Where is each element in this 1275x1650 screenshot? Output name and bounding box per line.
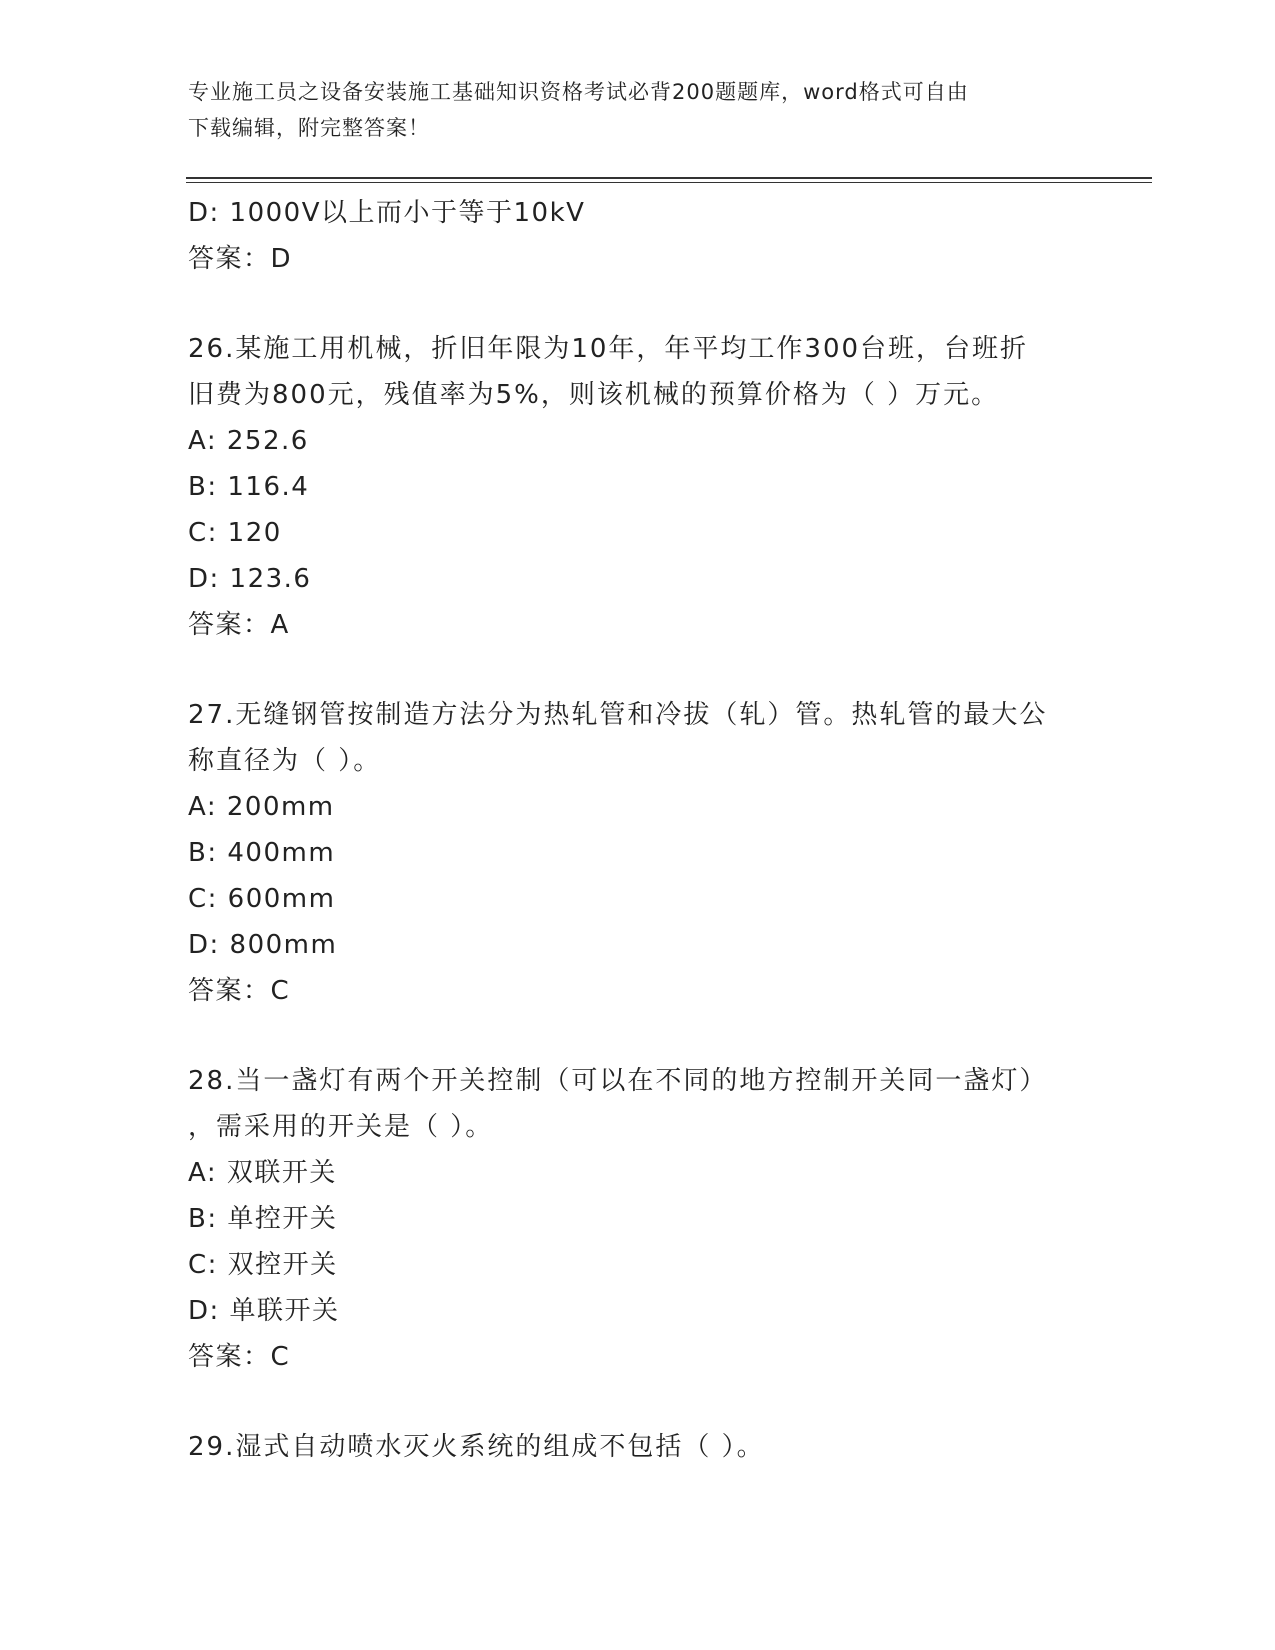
header-divider-thin xyxy=(186,182,1152,183)
option-a: A: 双联开关 xyxy=(188,1158,337,1188)
header-line-2: 下载编辑，附完整答案！ xyxy=(188,116,430,140)
question-stem-line-1: 27.无缝钢管按制造方法分为热轧管和冷拔（轧）管。热轧管的最大公 xyxy=(188,700,1048,730)
answer: 答案：D xyxy=(188,244,293,274)
document-body xyxy=(188,190,1088,1470)
answer: 答案：A xyxy=(188,610,290,640)
option-b: B: 单控开关 xyxy=(188,1204,338,1234)
option-d: D: 单联开关 xyxy=(188,1296,340,1326)
option-d: D: 800mm xyxy=(188,930,338,960)
question-stem-line-1: 28.当一盏灯有两个开关控制（可以在不同的地方控制开关同一盏灯） xyxy=(188,1066,1048,1096)
question-stem-line-2: 旧费为800元，残值率为5%，则该机械的预算价格为（ ）万元。 xyxy=(188,380,1000,410)
option-d: D: 123.6 xyxy=(188,564,312,594)
question-stem-line-2: 称直径为（ ）。 xyxy=(188,746,382,776)
question-stem-line-1: 26.某施工用机械，折旧年限为10年，年平均工作300台班，台班折 xyxy=(188,334,1029,364)
question-27 xyxy=(188,692,1088,1014)
option-a: A: 252.6 xyxy=(188,426,309,456)
question-28 xyxy=(188,1058,1088,1380)
header-line-1: 专业施工员之设备安装施工基础知识资格考试必背200题题库，word格式可自由 xyxy=(188,80,969,104)
option-d: D: 1000V以上而小于等于10kV xyxy=(188,198,586,228)
answer: 答案：C xyxy=(188,1342,291,1372)
header-divider-thick xyxy=(186,177,1152,179)
option-c: C: 双控开关 xyxy=(188,1250,338,1280)
option-b: B: 116.4 xyxy=(188,472,310,502)
option-a: A: 200mm xyxy=(188,792,335,822)
option-b: B: 400mm xyxy=(188,838,336,868)
question-stem-line-2: ，需采用的开关是（ ）。 xyxy=(188,1112,494,1142)
question-26 xyxy=(188,326,1088,648)
option-c: C: 120 xyxy=(188,518,282,548)
option-c: C: 600mm xyxy=(188,884,336,914)
document-header xyxy=(188,74,1068,146)
question-stem-line-1: 29.湿式自动喷水灭火系统的组成不包括（ ）。 xyxy=(188,1432,765,1462)
question-29 xyxy=(188,1424,1088,1470)
answer: 答案：C xyxy=(188,976,291,1006)
